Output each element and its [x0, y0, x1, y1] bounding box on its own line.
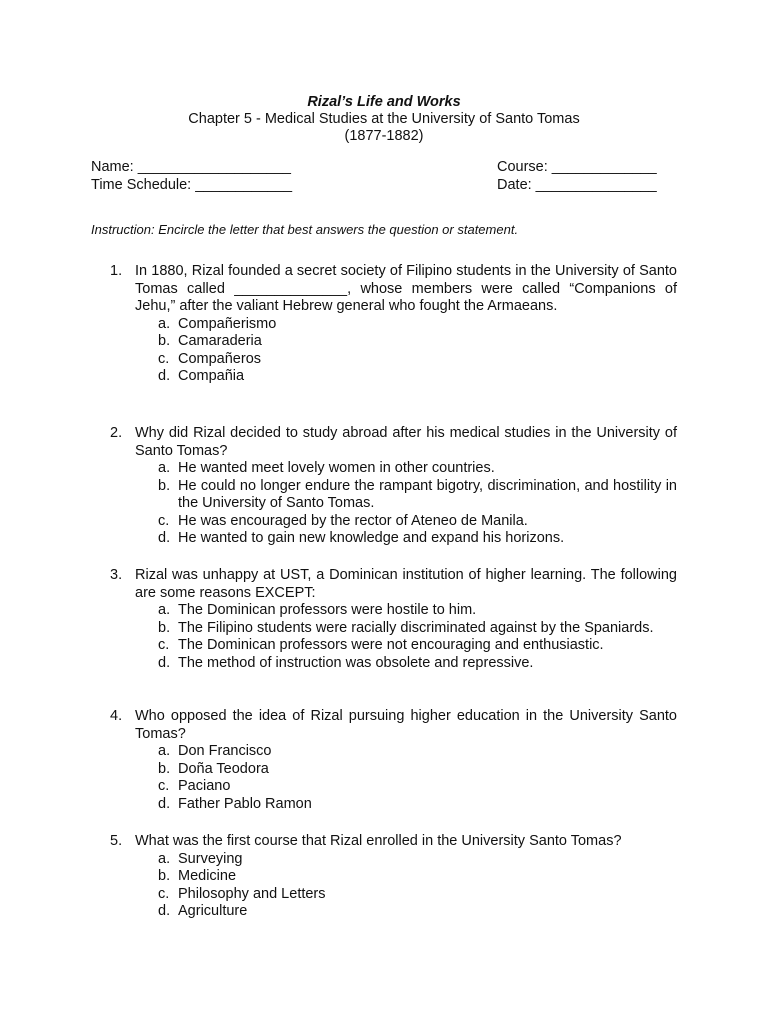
- question-1: [110, 263, 677, 386]
- question-2: [110, 425, 677, 548]
- question-number: 4.: [110, 708, 123, 724]
- answer-option[interactable]: [135, 761, 677, 779]
- answer-option[interactable]: [135, 513, 677, 531]
- option-text: Father Pablo Ramon: [178, 795, 312, 812]
- answer-option[interactable]: [135, 368, 677, 386]
- option-text: Doña Teodora: [178, 760, 269, 777]
- option-text: The Dominican professors were hostile to him.: [178, 602, 477, 618]
- answer-option[interactable]: [135, 478, 677, 513]
- option-text: The method of instruction was obsolete and repressive.: [178, 654, 534, 671]
- option-letter: b.: [158, 619, 171, 636]
- chapter-years: (1877-1882): [344, 128, 424, 144]
- option-text: Paciano: [178, 778, 231, 794]
- option-letter: b.: [158, 477, 171, 494]
- option-text: The Dominican professors were not encouraging and enthusiastic.: [178, 637, 604, 653]
- option-letter: c.: [158, 350, 170, 367]
- name-field: Name: ___________________: [91, 159, 291, 175]
- option-text: Camaraderia: [178, 333, 262, 349]
- question-text: Who opposed the idea of Rizal pursuing higher education in the University Santo Tomas?: [135, 708, 677, 742]
- question-text: Rizal was unhappy at UST, a Dominican institution of higher learning. The following are some reasons EXCEPT:: [135, 567, 677, 601]
- answer-option[interactable]: [135, 796, 677, 814]
- option-letter: c.: [158, 885, 170, 902]
- option-text: He could no longer endure the rampant bigotry, discrimination, and hostility in the University of Santo Tomas.: [178, 477, 677, 511]
- question-text: Why did Rizal decided to study abroad after his medical studies in the University of Santo Tomas?: [135, 425, 677, 459]
- option-letter: d.: [158, 795, 171, 812]
- date-field: Date: _______________: [497, 177, 657, 193]
- option-text: Compañeros: [178, 350, 262, 367]
- answer-option[interactable]: [135, 655, 677, 673]
- option-letter: a.: [158, 743, 171, 759]
- option-letter: c.: [158, 778, 170, 794]
- option-letter: b.: [158, 760, 171, 777]
- option-text: Compañerismo: [178, 315, 277, 332]
- answer-option[interactable]: [135, 530, 677, 548]
- question-number: 3.: [110, 567, 123, 583]
- time-schedule-field: Time Schedule: ____________: [91, 177, 293, 193]
- option-text: Don Francisco: [178, 743, 272, 759]
- answer-option[interactable]: [135, 351, 677, 369]
- option-text: Philosophy and Letters: [178, 885, 326, 902]
- answer-option[interactable]: [135, 637, 677, 655]
- answer-option[interactable]: [135, 886, 677, 904]
- option-text: Agriculture: [178, 903, 248, 919]
- chapter-subtitle: Chapter 5 - Medical Studies at the University of Santo Tomas: [188, 111, 580, 127]
- answer-option[interactable]: [135, 778, 677, 796]
- option-letter: a.: [158, 460, 171, 476]
- option-letter: a.: [158, 602, 171, 618]
- option-text: The Filipino students were racially discriminated against by the Spaniards.: [178, 619, 654, 636]
- question-4: [110, 708, 677, 813]
- answer-option[interactable]: [135, 333, 677, 351]
- instruction-text: Instruction: Encircle the letter that best answers the question or statement.: [91, 222, 519, 237]
- option-letter: a.: [158, 850, 171, 867]
- option-text: Surveying: [178, 850, 243, 867]
- option-text: Medicine: [178, 868, 237, 884]
- answer-option[interactable]: [135, 868, 677, 886]
- option-text: He wanted to gain new knowledge and expand his horizons.: [178, 530, 565, 546]
- answer-option[interactable]: [135, 602, 677, 620]
- answer-option[interactable]: [135, 743, 677, 761]
- question-text: In 1880, Rizal founded a secret society of Filipino students in the University of Santo Tomas called ______________, whose members were called “Companions of Jehu,” after the valiant Hebrew general who fought the Armaeans.: [135, 263, 677, 314]
- answer-option[interactable]: [135, 903, 677, 921]
- option-letter: d.: [158, 530, 171, 546]
- answer-option[interactable]: [135, 460, 677, 478]
- answer-option[interactable]: [135, 620, 677, 638]
- answer-option[interactable]: [135, 851, 677, 869]
- option-letter: a.: [158, 315, 171, 332]
- option-text: He wanted meet lovely women in other countries.: [178, 460, 495, 476]
- answer-option[interactable]: [135, 316, 677, 334]
- option-letter: b.: [158, 333, 171, 349]
- question-number: 1.: [110, 263, 123, 279]
- question-5: [110, 833, 677, 921]
- option-letter: d.: [158, 903, 171, 919]
- question-3: [110, 567, 677, 672]
- option-letter: d.: [158, 368, 171, 384]
- question-number: 5.: [110, 833, 123, 849]
- option-text: Compañia: [178, 368, 245, 384]
- question-number: 2.: [110, 425, 123, 441]
- option-letter: c.: [158, 637, 170, 653]
- question-text: What was the first course that Rizal enrolled in the University Santo Tomas?: [135, 833, 622, 849]
- option-letter: c.: [158, 512, 170, 529]
- option-text: He was encouraged by the rector of Ateneo de Manila.: [178, 512, 528, 529]
- course-field: Course: _____________: [497, 159, 657, 175]
- option-letter: d.: [158, 654, 171, 671]
- page-title: Rizal’s Life and Works: [307, 94, 461, 110]
- option-letter: b.: [158, 868, 171, 884]
